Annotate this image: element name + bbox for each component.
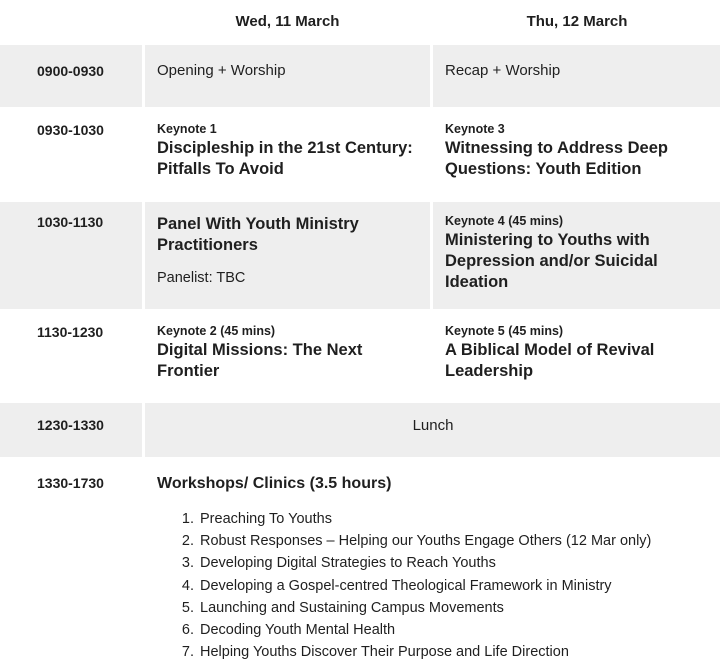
session-note: Panelist: TBC xyxy=(157,270,246,286)
workshops-title: Workshops/ Clinics (3.5 hours) xyxy=(157,475,392,492)
header-row xyxy=(0,0,720,42)
time-slot: 1130-1230 xyxy=(0,312,142,400)
session-title: Panel With Youth Ministry Practitioners xyxy=(157,215,359,254)
list-item: 3. Developing Digital Strategies to Reach Youths xyxy=(198,552,715,574)
session-label: Keynote 1 xyxy=(157,122,217,136)
day2-session xyxy=(433,110,720,199)
list-item: 6. Decoding Youth Mental Health xyxy=(198,619,715,641)
session-text: Opening + Worship xyxy=(157,62,286,79)
workshops-cell xyxy=(145,460,720,663)
header-blank-cell xyxy=(0,0,142,42)
session-title: Witnessing to Address Deep Questions: Youth Edition xyxy=(445,139,668,178)
day2-session xyxy=(433,45,720,107)
time-slot: 0930-1030 xyxy=(0,110,142,199)
list-item: 7. Helping Youths Discover Their Purpose and Life Direction xyxy=(198,641,715,663)
list-item: 1. Preaching To Youths xyxy=(198,508,715,530)
day1-session xyxy=(145,202,430,309)
session-title: Digital Missions: The Next Frontier xyxy=(157,341,363,380)
list-item: 5. Launching and Sustaining Campus Movements xyxy=(198,597,715,619)
time-slot: 1330-1730 xyxy=(0,460,142,663)
session-title: A Biblical Model of Revival Leadership xyxy=(445,341,655,380)
day1-session xyxy=(145,45,430,107)
day1-session xyxy=(145,110,430,199)
schedule-row-1030 xyxy=(0,202,720,309)
workshops-list xyxy=(157,508,715,663)
list-item: 2. Robust Responses – Helping our Youths Engage Others (12 Mar only) xyxy=(198,530,715,552)
session-text: Recap + Worship xyxy=(445,62,561,79)
header-day1: Wed, 11 March xyxy=(235,13,340,30)
day2-session xyxy=(433,202,720,309)
schedule-row-1330 xyxy=(0,460,720,663)
header-day2: Thu, 12 March xyxy=(526,13,628,30)
day2-session xyxy=(433,312,720,400)
time-slot: 1030-1130 xyxy=(0,202,142,309)
session-label: Keynote 4 (45 mins) xyxy=(445,214,564,228)
session-title: Ministering to Youths with Depression and/or Suicidal Ideation xyxy=(445,231,658,291)
list-item: 4. Developing a Gospel-centred Theological Framework in Ministry xyxy=(198,575,715,597)
schedule-row-0930 xyxy=(0,110,720,199)
time-slot: 0900-0930 xyxy=(0,45,142,107)
lunch-cell: Lunch xyxy=(145,403,720,457)
schedule-row-0900 xyxy=(0,45,720,107)
session-label: Keynote 5 (45 mins) xyxy=(445,324,564,338)
schedule-row-1130 xyxy=(0,312,720,400)
day1-session xyxy=(145,312,430,400)
session-label: Keynote 3 xyxy=(445,122,505,136)
session-title: Discipleship in the 21st Century: Pitfalls To Avoid xyxy=(157,139,413,178)
session-label: Keynote 2 (45 mins) xyxy=(157,324,276,338)
time-slot: 1230-1330 xyxy=(0,403,142,457)
schedule-row-1230 xyxy=(0,403,720,457)
